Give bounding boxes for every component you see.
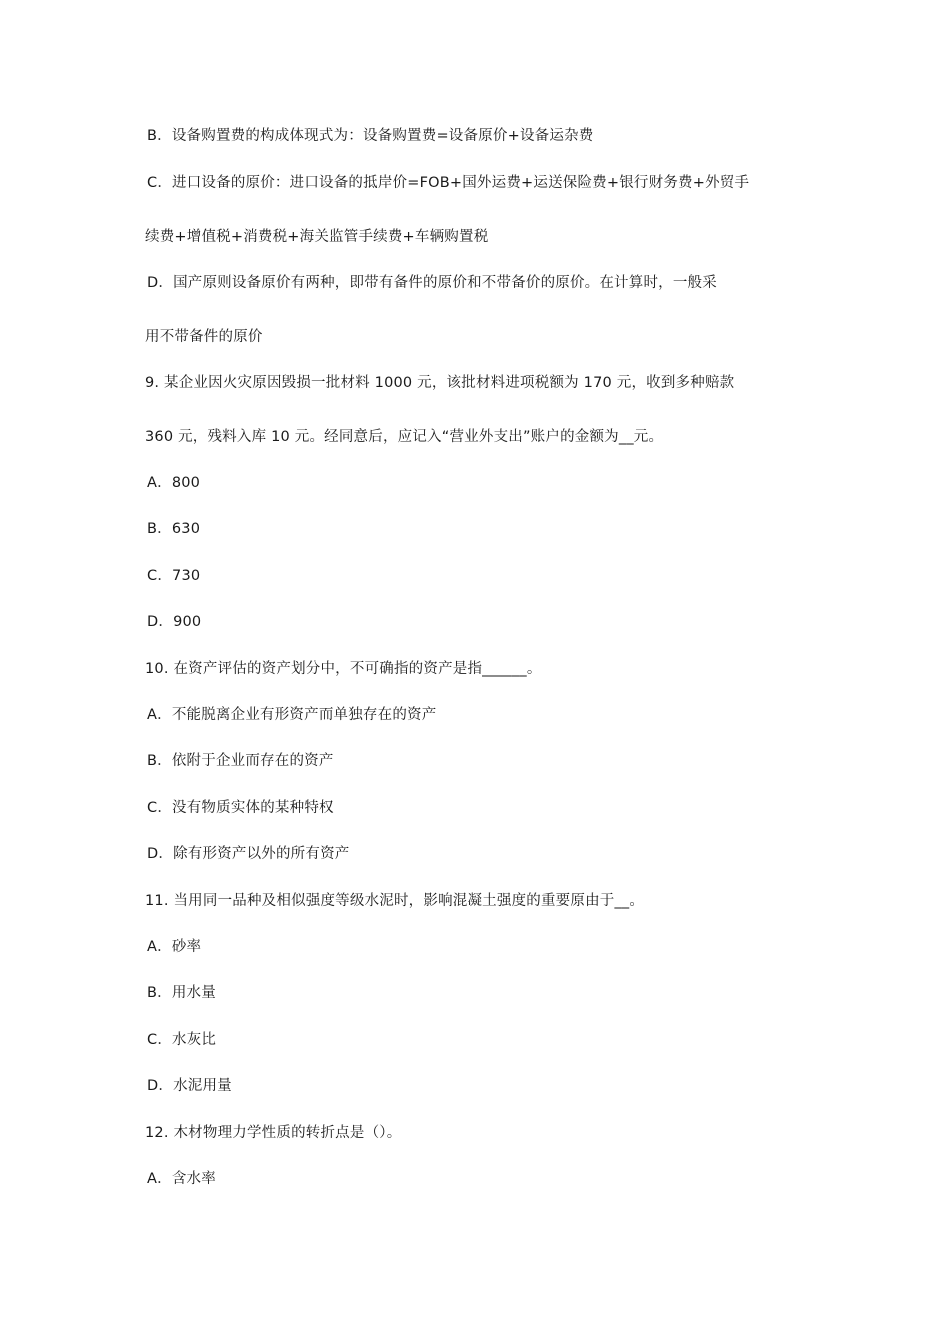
option-11d: D．水泥用量 — [147, 1078, 232, 1094]
option-8b: B．设备购置费的构成体现式为：设备购置费=设备原价+设备运杂费 — [147, 128, 594, 144]
option-11b: B．用水量 — [147, 985, 216, 1001]
option-9b: B．630 — [147, 521, 201, 537]
option-10b: B．依附于企业而存在的资产 — [147, 753, 334, 769]
option-10c: C．没有物质实体的某种特权 — [147, 800, 334, 816]
option-9a: A．800 — [147, 475, 201, 491]
option-9d: D．900 — [147, 614, 202, 630]
option-8c-line1: C．进口设备的原价：进口设备的抵岸价=FOB+国外运费+运送保险费+银行财务费+外贸手 — [147, 175, 750, 191]
option-8d-line1: D．国产原则设备原价有两种，即带有备件的原价和不带备价的原价。在计算时，一般采 — [147, 275, 717, 291]
question-12: 12. 木材物理力学性质的转折点是（）。 — [145, 1125, 402, 1141]
option-12a: A．含水率 — [147, 1171, 216, 1187]
question-10: 10. 在资产评估的资产划分中，不可确指的资产是指______。 — [145, 661, 542, 677]
option-10d: D．除有形资产以外的所有资产 — [147, 846, 350, 862]
option-10a: A．不能脱离企业有形资产而单独存在的资产 — [147, 707, 437, 723]
question-11: 11. 当用同一品种及相似强度等级水泥时，影响混凝土强度的重要原由于__。 — [145, 893, 645, 909]
question-9-line1: 9. 某企业因火灾原因毁损一批材料 1000 元，该批材料进项税额为 170 元，收到多种赔款 — [145, 375, 735, 391]
option-11a: A．砂率 — [147, 939, 202, 955]
option-8c-line2: 续费+增值税+消费税+海关监管手续费+车辆购置税 — [145, 229, 489, 245]
question-9-line2: 360 元，残料入库 10 元。经同意后，应记入“营业外支出”账户的金额为__元。 — [145, 429, 664, 445]
option-8d-line2: 用不带备件的原价 — [145, 329, 263, 345]
option-11c: C．水灰比 — [147, 1032, 217, 1048]
option-9c: C．730 — [147, 568, 201, 584]
